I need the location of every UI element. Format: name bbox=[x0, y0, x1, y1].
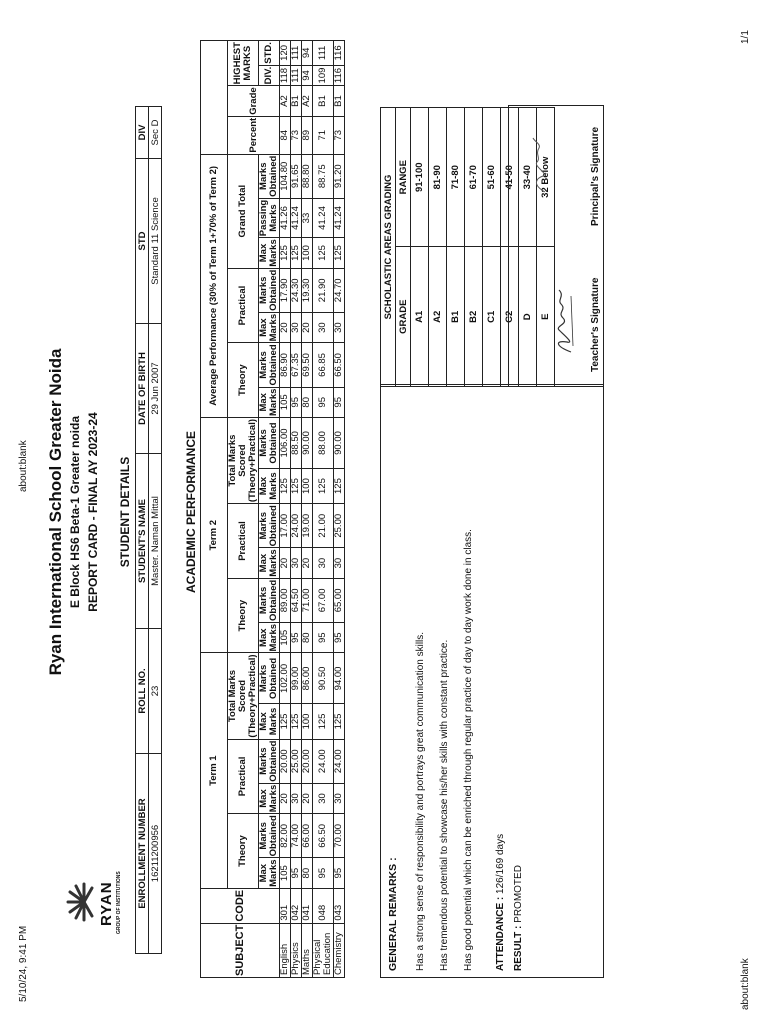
cell: 84 bbox=[280, 116, 291, 154]
table-row bbox=[302, 41, 313, 978]
sub-div: DIV. bbox=[259, 65, 280, 86]
col-subject: SUBJECT bbox=[201, 923, 280, 977]
cell: 30 bbox=[313, 548, 334, 578]
cell: 41.26 bbox=[280, 198, 291, 237]
table-row bbox=[483, 108, 501, 387]
cell: 30 bbox=[313, 783, 334, 813]
cell: 80 bbox=[302, 387, 313, 417]
cell: 125 bbox=[334, 238, 345, 268]
cell: 30 bbox=[291, 548, 302, 578]
grade: B1 bbox=[447, 247, 465, 387]
academic-subheader-row bbox=[259, 41, 280, 978]
report-title: REPORT CARD - FINAL AY 2023-24 bbox=[86, 412, 100, 612]
print-datetime: 5/10/24, 9:41 PM bbox=[18, 925, 29, 1002]
cell: B1 bbox=[313, 86, 334, 116]
grade: E bbox=[537, 247, 555, 387]
cell: 88.80 bbox=[302, 154, 313, 198]
cell: 20 bbox=[302, 783, 313, 813]
cell: 70.00 bbox=[334, 814, 345, 858]
cell: 95 bbox=[291, 858, 302, 888]
cell: 20 bbox=[280, 783, 291, 813]
cell: 125 bbox=[280, 468, 291, 503]
enrollment-value: 16211200956 bbox=[149, 754, 162, 954]
grade: B2 bbox=[465, 247, 483, 387]
grade: D bbox=[519, 247, 537, 387]
logo-tagline: GROUP OF INSTITUTIONS bbox=[116, 871, 122, 934]
t2-theory: Theory bbox=[228, 578, 259, 653]
t1-theory: Theory bbox=[228, 814, 259, 889]
cell: 21.90 bbox=[313, 268, 334, 312]
cell: 100 bbox=[302, 468, 313, 503]
cell: 99.00 bbox=[291, 653, 302, 704]
cell: 17.90 bbox=[280, 268, 291, 312]
subject-name: Physical Education bbox=[313, 923, 334, 977]
cell: 94 bbox=[302, 65, 313, 86]
cell: 95 bbox=[334, 387, 345, 417]
principal-signature-label: Principal's Signature bbox=[590, 126, 601, 226]
cell: 80 bbox=[302, 858, 313, 888]
cell: 90.00 bbox=[302, 418, 313, 469]
academic-performance-table bbox=[200, 40, 345, 978]
cell: 24.00 bbox=[291, 504, 302, 548]
subject-code: 042 bbox=[291, 888, 302, 923]
table-row bbox=[411, 108, 429, 387]
grade: A2 bbox=[429, 247, 447, 387]
sub-obt: Marks Obtained bbox=[258, 505, 279, 547]
col-blank bbox=[201, 41, 228, 155]
header-roll: ROLL NO. bbox=[136, 629, 149, 754]
cell: 80 bbox=[302, 622, 313, 652]
avg-theory: Theory bbox=[228, 343, 259, 418]
cell: 95 bbox=[313, 622, 334, 652]
teacher-signature-label: Teacher's Signature bbox=[590, 277, 601, 372]
cell: 111 bbox=[291, 41, 302, 66]
range: 32 Below bbox=[537, 108, 555, 248]
sub-obt: Marks Obtained bbox=[259, 653, 280, 704]
cell: 100 bbox=[302, 704, 313, 739]
range: 51-60 bbox=[483, 108, 501, 248]
grade: A1 bbox=[411, 247, 429, 387]
subject-code: 301 bbox=[280, 888, 291, 923]
cell: 66.50 bbox=[334, 343, 345, 387]
student-details-table bbox=[135, 106, 162, 954]
sub-max: Max Marks bbox=[258, 388, 279, 416]
sub-max: Max Marks bbox=[258, 784, 279, 813]
print-page-count: 1/1 bbox=[740, 30, 751, 44]
result-value: PROMOTED bbox=[513, 865, 524, 923]
cell: 94 bbox=[302, 41, 313, 66]
cell: 95 bbox=[334, 858, 345, 888]
cell: 102.00 bbox=[280, 653, 291, 704]
cell: 82.00 bbox=[280, 814, 291, 858]
grading-header-grade: GRADE bbox=[396, 247, 411, 387]
sub-max: Max Marks bbox=[258, 623, 279, 652]
col-code: CODE bbox=[201, 888, 280, 923]
cell: 89.00 bbox=[280, 578, 291, 622]
grade: C2 bbox=[501, 247, 519, 387]
cell: 104.80 bbox=[280, 154, 291, 198]
sub-obt: Marks Obtained bbox=[258, 155, 279, 197]
cell: 88.00 bbox=[313, 418, 334, 469]
cell: B1 bbox=[291, 86, 302, 116]
range: 33-40 bbox=[519, 108, 537, 248]
cell: 86.90 bbox=[280, 343, 291, 387]
avg-grand-total: Grand Total bbox=[228, 154, 259, 268]
cell: 30 bbox=[313, 312, 334, 342]
sub-obt: Marks Obtained bbox=[258, 269, 279, 311]
cell: 125 bbox=[280, 238, 291, 268]
cell: 24.30 bbox=[291, 268, 302, 312]
cell: 19.30 bbox=[302, 268, 313, 312]
sub-obt: Marks Obtained bbox=[258, 815, 279, 857]
sub-obt: Marks Obtained bbox=[258, 579, 279, 621]
cell: 24.00 bbox=[334, 739, 345, 783]
cell: 118 bbox=[280, 65, 291, 86]
range: 81-90 bbox=[429, 108, 447, 248]
table-row bbox=[334, 41, 345, 978]
col-grade: Grade bbox=[228, 86, 280, 116]
table-row bbox=[447, 108, 465, 387]
cell: 67.35 bbox=[291, 343, 302, 387]
subject-name: English bbox=[280, 923, 291, 977]
range: 71-80 bbox=[447, 108, 465, 248]
principal-signature-icon bbox=[527, 136, 551, 196]
col-term1: Term 1 bbox=[201, 653, 228, 888]
school-name: Ryan International School Greater Noida bbox=[46, 348, 65, 676]
cell: 91.65 bbox=[291, 154, 302, 198]
cell: 111 bbox=[291, 65, 302, 86]
cell: 20.00 bbox=[280, 739, 291, 783]
table-row bbox=[291, 41, 302, 978]
cell: 71 bbox=[313, 116, 334, 154]
cell: 30 bbox=[291, 312, 302, 342]
cell: 125 bbox=[334, 704, 345, 739]
logo-text: RYAN bbox=[98, 881, 115, 926]
header-std: STD bbox=[136, 159, 149, 324]
cell: 125 bbox=[280, 704, 291, 739]
sub-pass: Passing Marks bbox=[258, 199, 279, 237]
cell: 86.00 bbox=[302, 653, 313, 704]
cell: 125 bbox=[291, 704, 302, 739]
table-row bbox=[313, 41, 334, 978]
col-percent: Percent bbox=[228, 116, 280, 154]
header-div: DIV bbox=[136, 107, 149, 159]
result bbox=[513, 865, 524, 971]
subject-name: Maths bbox=[302, 923, 313, 977]
sub-std: STD. bbox=[259, 41, 280, 66]
cell: 105 bbox=[280, 858, 291, 888]
subject-code: 048 bbox=[313, 888, 334, 923]
academic-performance-title: ACADEMIC PERFORMANCE bbox=[184, 431, 198, 593]
cell: 94.00 bbox=[334, 653, 345, 704]
cell: 30 bbox=[334, 312, 345, 342]
print-page-url: about:blank bbox=[740, 958, 751, 1010]
sub-max: Max Marks bbox=[258, 313, 279, 342]
cell: 95 bbox=[313, 858, 334, 888]
cell: 100 bbox=[302, 238, 313, 268]
cell: 20.00 bbox=[302, 739, 313, 783]
cell: A2 bbox=[302, 86, 313, 116]
sub-obt: Marks Obtained bbox=[258, 344, 279, 386]
cell: 105 bbox=[280, 622, 291, 652]
general-remarks-box bbox=[380, 384, 604, 978]
subject-code: 041 bbox=[302, 888, 313, 923]
remark-line: Has tremendous potential to showcase his/her skills with constant practice. bbox=[439, 639, 450, 971]
cell: 120 bbox=[280, 41, 291, 66]
cell: 125 bbox=[291, 238, 302, 268]
attendance-label: ATTENDANCE : bbox=[495, 896, 506, 971]
remarks-title: GENERAL REMARKS : bbox=[387, 857, 399, 971]
teacher-signature-icon bbox=[549, 286, 579, 356]
student-details-title: STUDENT DETAILS bbox=[118, 456, 132, 568]
signature-box bbox=[508, 105, 604, 387]
cell: 30 bbox=[291, 783, 302, 813]
subject-name: Chemistry bbox=[334, 923, 345, 977]
sub-max: Max Marks bbox=[259, 468, 280, 503]
cell: 20 bbox=[302, 312, 313, 342]
header-dob: DATE OF BIRTH bbox=[136, 324, 149, 454]
cell: 30 bbox=[334, 548, 345, 578]
print-page-title: about:blank bbox=[18, 440, 29, 492]
avg-practical: Practical bbox=[228, 268, 259, 343]
cell: B1 bbox=[334, 86, 345, 116]
cell: 116 bbox=[334, 65, 345, 86]
student-details-value-row bbox=[149, 107, 162, 954]
cell: 24.70 bbox=[334, 268, 345, 312]
remark-line: Has good potential which can be enriched through regular practice of day to day work done in class. bbox=[463, 529, 474, 971]
subject-name: Physics bbox=[291, 923, 302, 977]
cell: 91.20 bbox=[334, 154, 345, 198]
div-value: Sec D bbox=[149, 107, 162, 159]
col-highest: HIGHEST MARKS bbox=[228, 41, 259, 86]
cell: 25.00 bbox=[291, 739, 302, 783]
table-row bbox=[280, 41, 291, 978]
header-name: STUDENT'S NAME bbox=[136, 454, 149, 629]
cell: 66.00 bbox=[302, 814, 313, 858]
cell: 74.00 bbox=[291, 814, 302, 858]
dob-value: 29 Jun 2007 bbox=[149, 324, 162, 454]
cell: 20 bbox=[280, 312, 291, 342]
student-details-header-row bbox=[136, 107, 149, 954]
cell: 24.00 bbox=[313, 739, 334, 783]
sub-max: Max Marks bbox=[259, 704, 280, 739]
cell: 20 bbox=[302, 548, 313, 578]
t2-practical: Practical bbox=[228, 504, 259, 579]
table-row bbox=[429, 108, 447, 387]
name-value: Master. Naman Mittal bbox=[149, 454, 162, 629]
cell: 67.00 bbox=[313, 578, 334, 622]
cell: 88.50 bbox=[291, 418, 302, 469]
cell: 95 bbox=[334, 622, 345, 652]
remark-line: Has a strong sense of responsibility and portrays great communication skills. bbox=[415, 631, 426, 971]
cell: 66.85 bbox=[313, 343, 334, 387]
cell: 20 bbox=[280, 548, 291, 578]
cell: 33 bbox=[302, 198, 313, 237]
cell: 66.50 bbox=[313, 814, 334, 858]
cell: 41.24 bbox=[291, 198, 302, 237]
sub-obt: Marks Obtained bbox=[259, 418, 280, 469]
sub-max: Max Marks bbox=[258, 549, 279, 577]
cell: 88.75 bbox=[313, 154, 334, 198]
col-average: Average Performance (30% of Term 1+70% of Term 2) bbox=[201, 154, 228, 417]
cell: 65.00 bbox=[334, 578, 345, 622]
cell: 95 bbox=[291, 622, 302, 652]
attendance-value: 126/169 days bbox=[495, 833, 506, 894]
grading-title: SCHOLASTIC AREAS GRADING bbox=[381, 108, 396, 387]
sub-max: Max Marks bbox=[258, 239, 279, 267]
cell: 125 bbox=[313, 238, 334, 268]
cell: 73 bbox=[291, 116, 302, 154]
col-term2: Term 2 bbox=[201, 418, 228, 653]
cell: 19.00 bbox=[302, 504, 313, 548]
result-label: RESULT : bbox=[513, 925, 524, 971]
std-value: Standard 11 Science bbox=[149, 159, 162, 324]
cell: 41.24 bbox=[313, 198, 334, 237]
cell: 30 bbox=[334, 783, 345, 813]
cell: 116 bbox=[334, 41, 345, 66]
t1-total: Total Marks Scored (Theory+Practical) bbox=[227, 654, 258, 738]
roll-value: 23 bbox=[149, 629, 162, 754]
cell: 95 bbox=[291, 387, 302, 417]
cell: 95 bbox=[313, 387, 334, 417]
cell: 109 bbox=[313, 65, 334, 86]
header-enrollment: ENROLLMENT NUMBER bbox=[136, 754, 149, 954]
range: 91-100 bbox=[411, 108, 429, 248]
cell: 64.50 bbox=[291, 578, 302, 622]
cell: 41.24 bbox=[334, 198, 345, 237]
cell: 125 bbox=[334, 468, 345, 503]
cell: 69.50 bbox=[302, 343, 313, 387]
cell: 106.00 bbox=[280, 418, 291, 469]
range: 61-70 bbox=[465, 108, 483, 248]
cell: 111 bbox=[313, 41, 334, 66]
t2-total: Total Marks Scored (Theory+Practical) bbox=[227, 418, 258, 503]
attendance bbox=[495, 834, 506, 971]
cell: 125 bbox=[313, 468, 334, 503]
cell: 125 bbox=[313, 704, 334, 739]
cell: 90.50 bbox=[313, 653, 334, 704]
cell: 90.00 bbox=[334, 418, 345, 469]
school-address: E Block HS6 Beta-1 Greater noida bbox=[68, 415, 82, 609]
sub-max: Max Marks bbox=[258, 859, 279, 887]
cell: A2 bbox=[280, 86, 291, 116]
cell: 73 bbox=[334, 116, 345, 154]
cell: 89 bbox=[302, 116, 313, 154]
t1-practical: Practical bbox=[228, 739, 259, 814]
grade: C1 bbox=[483, 247, 501, 387]
grading-header-range: RANGE bbox=[396, 108, 411, 248]
range: 41-50 bbox=[501, 108, 519, 248]
school-logo bbox=[64, 844, 124, 954]
table-row bbox=[465, 108, 483, 387]
sunburst-icon bbox=[64, 880, 98, 924]
cell: 17.00 bbox=[280, 504, 291, 548]
cell: 125 bbox=[291, 468, 302, 503]
subject-code: 043 bbox=[334, 888, 345, 923]
cell: 105 bbox=[280, 387, 291, 417]
cell: 71.00 bbox=[302, 578, 313, 622]
cell: 25.00 bbox=[334, 504, 345, 548]
cell: 21.00 bbox=[313, 504, 334, 548]
sub-obt: Marks Obtained bbox=[258, 740, 279, 782]
